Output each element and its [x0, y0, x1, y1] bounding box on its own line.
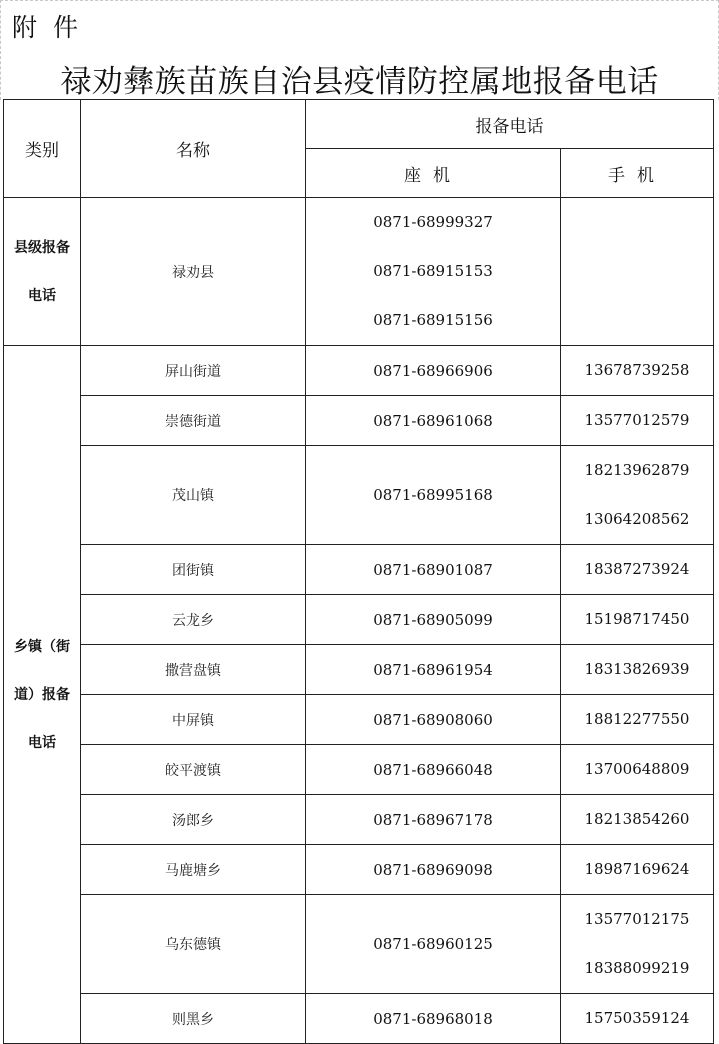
row-mobile: 13678739258	[584, 361, 690, 379]
row-landline: 0871-68905099	[306, 595, 561, 645]
county-name: 禄劝县	[81, 198, 306, 346]
row-landline: 0871-68901087	[306, 545, 561, 595]
row-name: 茂山镇	[81, 446, 306, 545]
table-row	[4, 695, 714, 745]
row-mobiles	[561, 396, 714, 446]
header-row	[4, 100, 714, 149]
row-mobile: 18213854260	[584, 810, 690, 828]
row-name: 马鹿塘乡	[81, 845, 306, 895]
county-landlines	[306, 198, 561, 346]
row-name: 云龙乡	[81, 595, 306, 645]
phone-directory-table	[3, 99, 714, 1044]
row-mobiles	[561, 845, 714, 895]
row-name: 崇德街道	[81, 396, 306, 446]
row-landline: 0871-68961954	[306, 645, 561, 695]
table-row	[4, 545, 714, 595]
county-landline: 0871-68915153	[373, 262, 493, 280]
row-mobiles	[561, 346, 714, 396]
row-mobile: 13577012175	[584, 910, 690, 928]
table-body	[4, 100, 714, 1044]
row-mobile: 13577012579	[584, 411, 690, 429]
header-landline: 座机	[306, 149, 561, 198]
row-name: 乌东德镇	[81, 895, 306, 994]
header-phone-group: 报备电话	[306, 100, 714, 149]
table-row	[4, 645, 714, 695]
row-landline: 0871-68966906	[306, 346, 561, 396]
table-row	[4, 595, 714, 645]
row-mobile: 15750359124	[584, 1009, 690, 1027]
row-name: 汤郎乡	[81, 795, 306, 845]
row-landline: 0871-68966048	[306, 745, 561, 795]
county-row	[4, 198, 714, 346]
row-name: 则黑乡	[81, 994, 306, 1044]
table-row	[4, 745, 714, 795]
page-frame-top	[0, 0, 719, 1]
row-mobiles	[561, 595, 714, 645]
table-row	[4, 845, 714, 895]
row-landline: 0871-68969098	[306, 845, 561, 895]
table-row	[4, 795, 714, 845]
county-category: 县级报备电话	[4, 198, 81, 346]
row-mobiles	[561, 994, 714, 1044]
row-mobile: 13064208562	[584, 510, 690, 528]
attachment-label: 附件	[12, 13, 95, 42]
row-mobiles	[561, 645, 714, 695]
header-category: 类别	[4, 100, 81, 198]
row-landline: 0871-68967178	[306, 795, 561, 845]
county-landline: 0871-68915156	[373, 311, 493, 329]
row-mobiles	[561, 545, 714, 595]
county-landline: 0871-68999327	[373, 213, 493, 231]
row-mobile: 18313826939	[584, 660, 690, 678]
row-mobiles	[561, 695, 714, 745]
table-row	[4, 994, 714, 1044]
row-mobile: 13700648809	[584, 760, 690, 778]
header-name: 名称	[81, 100, 306, 198]
row-mobiles	[561, 895, 714, 994]
row-name: 皎平渡镇	[81, 745, 306, 795]
header-mobile: 手机	[561, 149, 714, 198]
table-row	[4, 346, 714, 396]
row-mobile: 18387273924	[584, 560, 690, 578]
row-mobile: 18213962879	[584, 461, 690, 479]
row-name: 撒营盘镇	[81, 645, 306, 695]
row-mobiles	[561, 745, 714, 795]
row-name: 团街镇	[81, 545, 306, 595]
town-category: 乡镇（街道）报备电话	[4, 346, 81, 1044]
row-mobiles	[561, 446, 714, 545]
row-landline: 0871-68908060	[306, 695, 561, 745]
county-mobile-empty	[561, 198, 714, 346]
row-mobile: 15198717450	[584, 610, 690, 628]
row-landline: 0871-68960125	[306, 895, 561, 994]
table-row	[4, 396, 714, 446]
row-landline: 0871-68968018	[306, 994, 561, 1044]
row-landline: 0871-68961068	[306, 396, 561, 446]
table-row	[4, 446, 714, 545]
row-mobile: 18987169624	[584, 860, 690, 878]
row-mobiles	[561, 795, 714, 845]
row-mobile: 18388099219	[584, 959, 690, 977]
row-mobile: 18812277550	[584, 710, 690, 728]
row-landline: 0871-68995168	[306, 446, 561, 545]
row-name: 中屏镇	[81, 695, 306, 745]
table-row	[4, 895, 714, 994]
document-title: 禄劝彝族苗族自治县疫情防控属地报备电话	[60, 64, 659, 100]
row-name: 屏山街道	[81, 346, 306, 396]
